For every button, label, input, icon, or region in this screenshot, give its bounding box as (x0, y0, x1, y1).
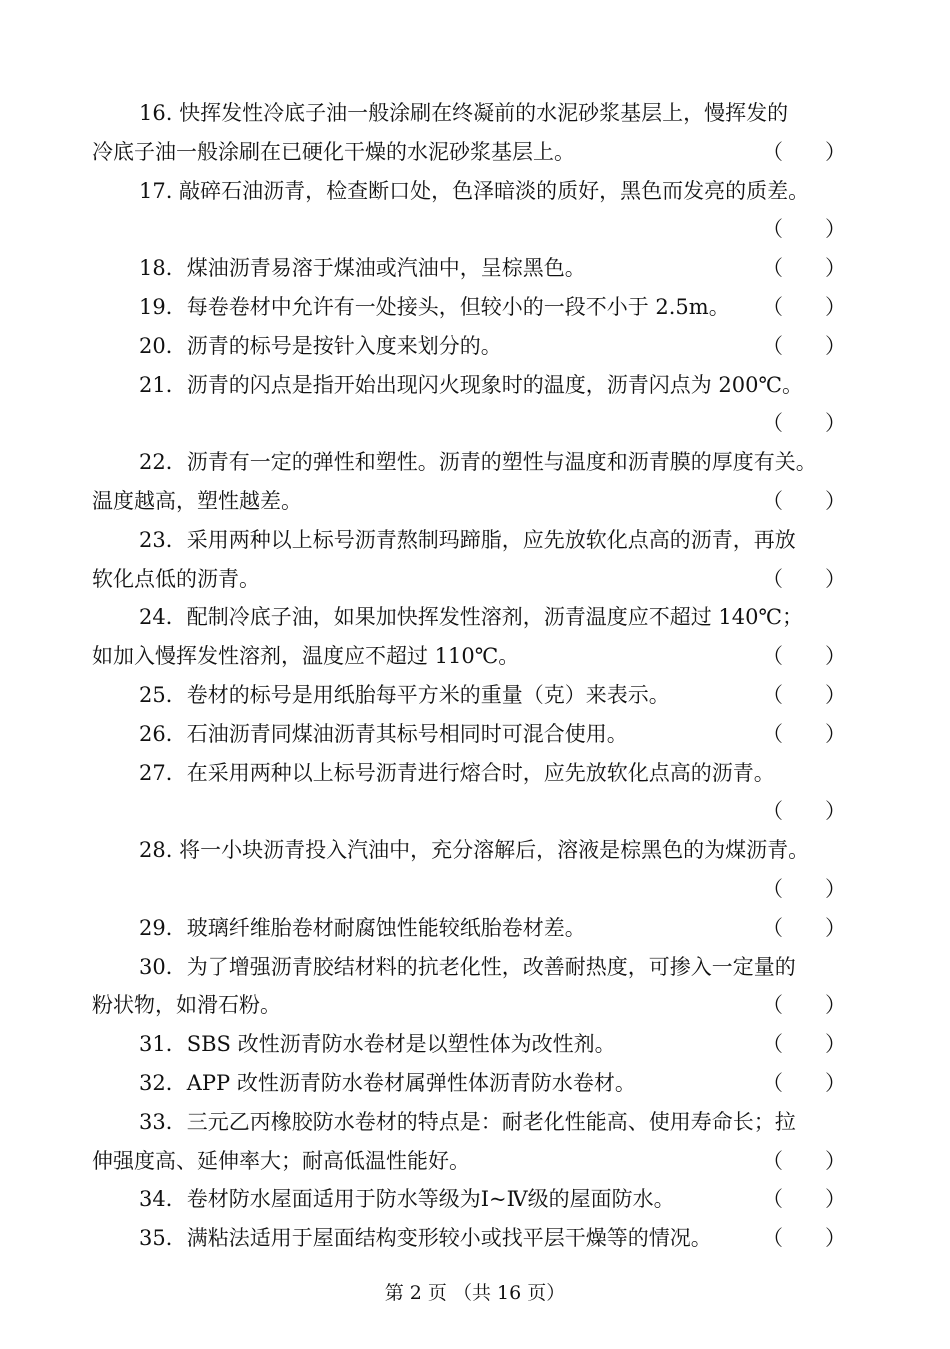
page-footer: 第 2 页 （共 16 页） (384, 1282, 566, 1304)
question-line-first (92, 715, 860, 754)
question-text: 31．SBS 改性沥青防水卷材是以塑性体为改性剂。 (139, 1032, 616, 1057)
question-line-first (92, 521, 860, 560)
question-line-cont (92, 792, 860, 831)
question-item (92, 1103, 860, 1181)
question-line-first (92, 1180, 860, 1219)
question-text: 20．沥青的标号是按针入度来划分的。 (139, 333, 502, 358)
question-line-first (92, 172, 860, 211)
answer-blank[interactable]: （ ） (762, 488, 846, 513)
question-text: 24．配制冷底子油，如果加快挥发性溶剂，沥青温度应不超过 140℃； (139, 605, 803, 630)
question-text: 18．煤油沥青易溶于煤油或汽油中，呈棕黑色。 (139, 256, 586, 281)
question-line-first (92, 288, 860, 327)
question-text: 软化点低的沥青。 (92, 566, 260, 591)
question-line-cont (92, 870, 860, 909)
question-item (92, 443, 860, 521)
question-line-first (92, 948, 860, 987)
question-item (92, 909, 860, 948)
question-line-cont (92, 1142, 860, 1181)
answer-blank[interactable]: （ ） (762, 915, 846, 940)
question-item (92, 1025, 860, 1064)
answer-blank[interactable]: （ ） (762, 217, 846, 242)
question-item (92, 521, 860, 599)
answer-blank[interactable]: （ ） (762, 1032, 846, 1057)
answer-blank[interactable]: （ ） (762, 644, 846, 669)
answer-blank[interactable]: （ ） (762, 1226, 846, 1251)
question-text: 如加入慢挥发性溶剂，温度应不超过 110℃。 (92, 644, 520, 669)
question-item (92, 366, 860, 444)
question-line-first (92, 1103, 860, 1142)
question-text: 34．卷材防水屋面适用于防水等级为Ⅰ~Ⅳ级的屋面防水。 (139, 1187, 675, 1212)
question-list (92, 94, 860, 1258)
question-text: 粉状物，如滑石粉。 (92, 993, 281, 1018)
answer-blank[interactable]: （ ） (762, 876, 846, 901)
question-line-cont (92, 637, 860, 676)
answer-blank[interactable]: （ ） (762, 1070, 846, 1095)
question-item (92, 288, 860, 327)
question-item (92, 598, 860, 676)
question-line-first (92, 1064, 860, 1103)
question-line-cont (92, 210, 860, 249)
answer-blank[interactable]: （ ） (762, 721, 846, 746)
question-item (92, 715, 860, 754)
answer-blank[interactable]: （ ） (762, 566, 846, 591)
question-text: 21．沥青的闪点是指开始出现闪火现象时的温度，沥青闪点为 200℃。 (139, 372, 803, 397)
question-text: 29．玻璃纤维胎卷材耐腐蚀性能较纸胎卷材差。 (139, 915, 586, 940)
question-text: 26．石油沥青同煤油沥青其标号相同时可混合使用。 (139, 721, 628, 746)
question-item (92, 249, 860, 288)
question-line-first (92, 676, 860, 715)
question-item (92, 831, 860, 909)
question-item (92, 948, 860, 1026)
question-line-first (92, 249, 860, 288)
question-line-first (92, 443, 860, 482)
question-line-first (92, 1219, 860, 1258)
question-text: 16. 快挥发性冷底子油一般涂刷在终凝前的水泥砂浆基层上，慢挥发的 (139, 101, 789, 125)
question-item (92, 1219, 860, 1258)
question-line-first (92, 366, 860, 405)
question-line-first (92, 327, 860, 366)
question-line-cont (92, 560, 860, 599)
question-line-first (92, 94, 860, 133)
question-line-first (92, 909, 860, 948)
answer-blank[interactable]: （ ） (762, 682, 846, 707)
question-line-cont (92, 133, 860, 172)
question-text: 25．卷材的标号是用纸胎每平方米的重量（克）来表示。 (139, 682, 670, 707)
question-line-cont (92, 404, 860, 443)
question-line-first (92, 831, 860, 870)
question-line-first (92, 754, 860, 793)
question-line-first (92, 1025, 860, 1064)
question-text: 22．沥青有一定的弹性和塑性。沥青的塑性与温度和沥青膜的厚度有关。 (139, 450, 817, 475)
answer-blank[interactable]: （ ） (762, 993, 846, 1018)
question-line-cont (92, 482, 860, 521)
question-text: 23．采用两种以上标号沥青熬制玛蹄脂，应先放软化点高的沥青，再放 (139, 527, 796, 552)
question-item (92, 1180, 860, 1219)
question-text: 温度越高，塑性越差。 (92, 488, 302, 513)
question-text: 17. 敲碎石油沥青，检查断口处，色泽暗淡的质好，黑色而发亮的质差。 (139, 178, 810, 203)
question-text: 28. 将一小块沥青投入汽油中，充分溶解后，溶液是棕黑色的为煤沥青。 (139, 838, 810, 863)
answer-blank[interactable]: （ ） (762, 799, 846, 824)
answer-blank[interactable]: （ ） (762, 139, 846, 164)
answer-blank[interactable]: （ ） (762, 333, 846, 358)
question-text: 33．三元乙丙橡胶防水卷材的特点是：耐老化性能高、使用寿命长；拉 (139, 1109, 796, 1134)
question-line-cont (92, 986, 860, 1025)
question-text: 19．每卷卷材中允许有一处接头，但较小的一段不小于 2.5m。 (139, 294, 730, 319)
question-text: 伸强度高、延伸率大；耐高低温性能好。 (92, 1148, 470, 1173)
answer-blank[interactable]: （ ） (762, 294, 846, 319)
answer-blank[interactable]: （ ） (762, 1187, 846, 1212)
question-text: 35．满粘法适用于屋面结构变形较小或找平层干燥等的情况。 (139, 1226, 712, 1251)
question-item (92, 327, 860, 366)
question-line-first (92, 598, 860, 637)
answer-blank[interactable]: （ ） (762, 1148, 846, 1173)
answer-blank[interactable]: （ ） (762, 256, 846, 281)
question-item (92, 676, 860, 715)
question-item (92, 94, 860, 172)
question-text: 32．APP 改性沥青防水卷材属弹性体沥青防水卷材。 (139, 1070, 636, 1095)
question-text: 27．在采用两种以上标号沥青进行熔合时，应先放软化点高的沥青。 (139, 760, 775, 785)
question-text: 冷底子油一般涂刷在已硬化干燥的水泥砂浆基层上。 (92, 139, 575, 164)
answer-blank[interactable]: （ ） (762, 411, 846, 436)
question-text: 30．为了增强沥青胶结材料的抗老化性，改善耐热度，可掺入一定量的 (139, 954, 796, 979)
question-item (92, 754, 860, 832)
question-item (92, 1064, 860, 1103)
question-item (92, 172, 860, 250)
